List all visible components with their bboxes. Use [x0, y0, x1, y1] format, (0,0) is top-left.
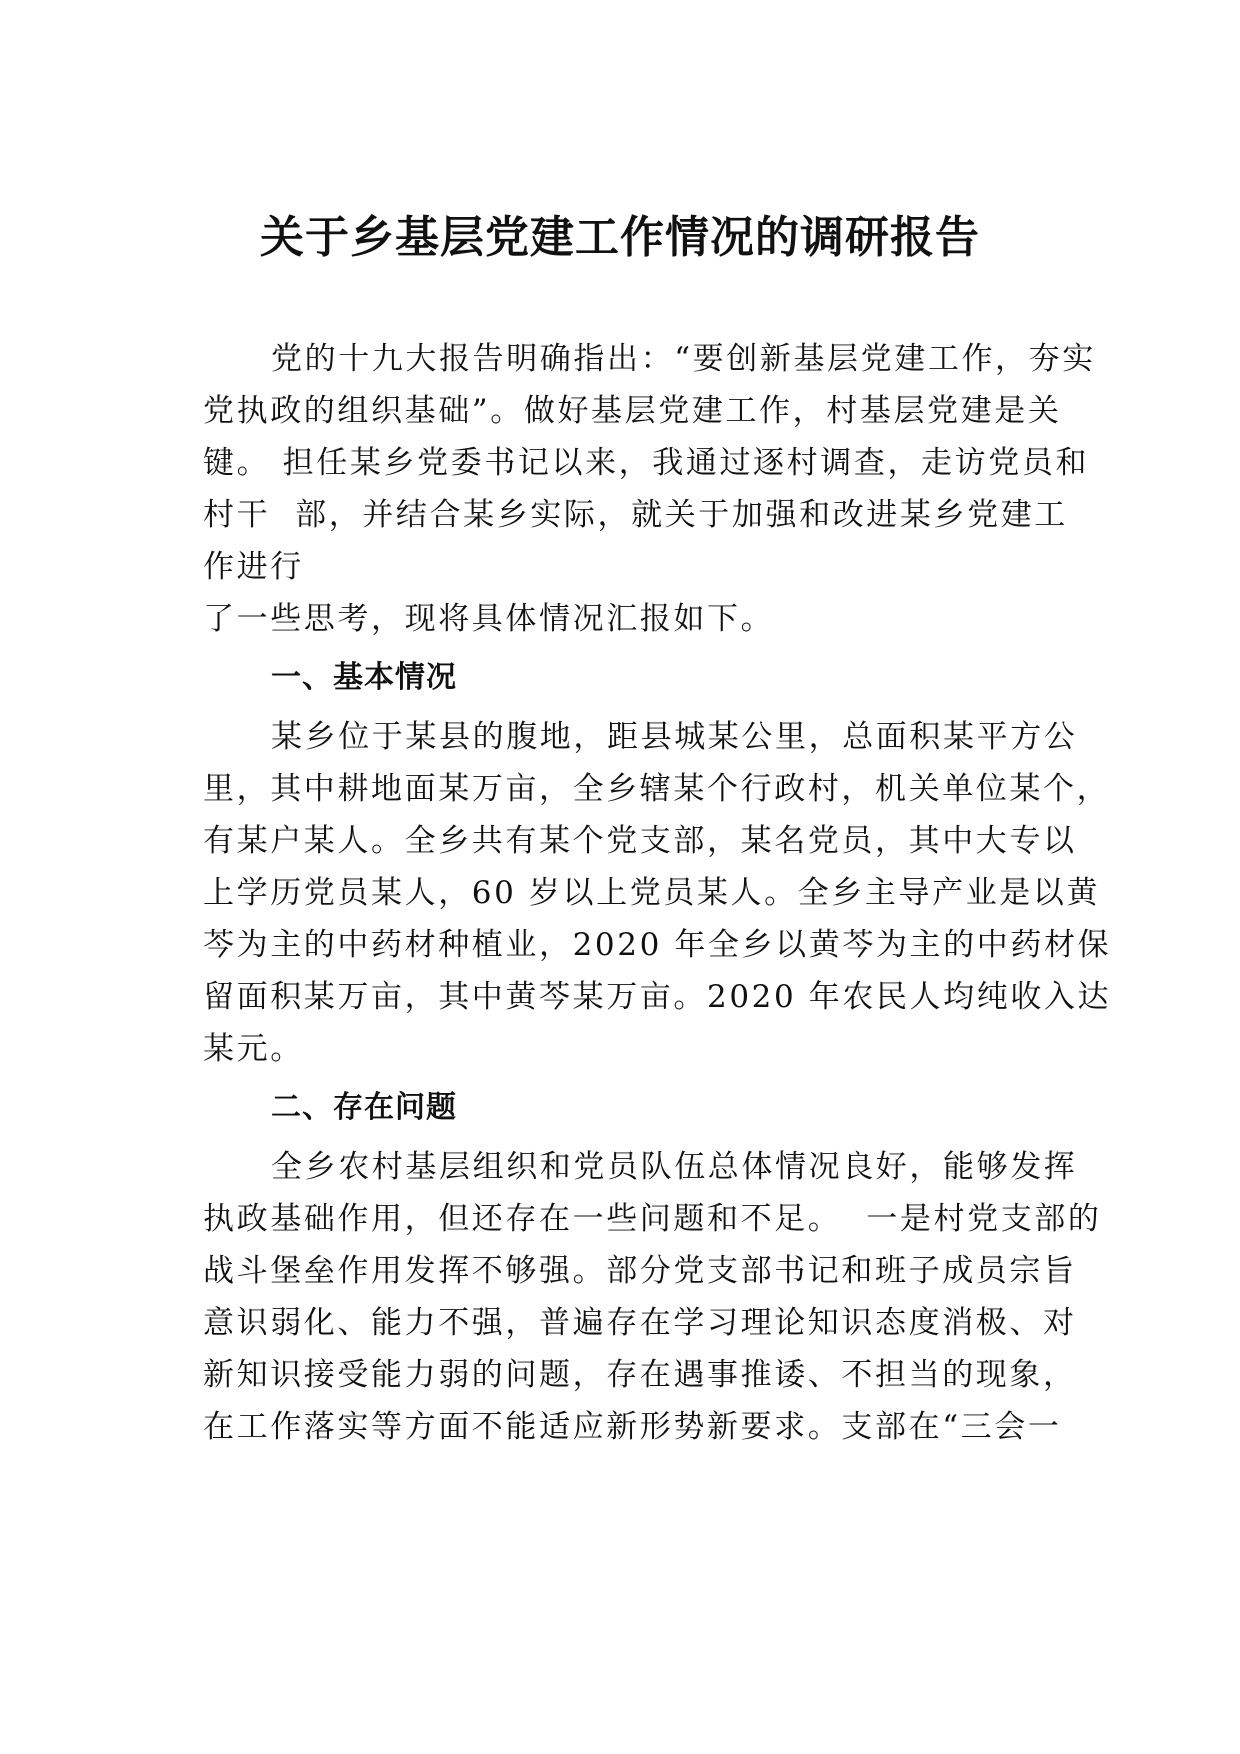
- section-line: 留面积某万亩，其中黄芩某万亩。2020 年农民人均纯收入达: [203, 979, 1112, 1015]
- section-line: 全乡农村基层组织和党员队伍总体情况良好，能够发挥: [271, 1149, 1078, 1185]
- section-existing-problems: [203, 1141, 1102, 1453]
- intro-line: 党的十九大报告明确指出：“要创新基层党建工作，夯实: [271, 341, 1096, 377]
- section-line: 意识弱化、能力不强，普遍存在学习理论知识态度消极、对: [203, 1305, 1077, 1341]
- intro-line: 党执政的组织基础”。做好基层党建工作，村基层党建是关: [203, 393, 1062, 429]
- section-line: 某元。: [203, 1031, 304, 1067]
- section-line: 在工作落实等方面不能适应新形势新要求。支部在“三会一: [203, 1409, 1062, 1445]
- section-heading-existing-problems: 二、存在问题: [271, 1090, 457, 1125]
- section-heading-basic-situation: 一、基本情况: [271, 660, 457, 695]
- section-line: 有某户某人。全乡共有某个党支部，某名党员，其中大专以: [203, 823, 1077, 859]
- intro-paragraph: [203, 333, 1096, 645]
- section-basic-situation: [203, 711, 1112, 1075]
- intro-line: 村干 部，并结合某乡实际，就关于加强和改进某乡党建工: [203, 497, 1068, 533]
- section-line: 某乡位于某县的腹地，距县城某公里，总面积某平方公: [271, 719, 1078, 755]
- section-line: 上学历党员某人，60 岁以上党员某人。全乡主导产业是以黄: [203, 875, 1101, 911]
- intro-line: 键。 担任某乡党委书记以来，我通过逐村调查，走访党员和: [203, 445, 1090, 481]
- section-line: 里，其中耕地面某万亩，全乡辖某个行政村，机关单位某个，: [203, 771, 1111, 807]
- section-line: 芩为主的中药材种植业，2020 年全乡以黄芩为主的中药材保: [203, 927, 1112, 963]
- document-title: 关于乡基层党建工作情况的调研报告: [260, 212, 980, 263]
- section-line: 执政基础作用，但还存在一些问题和不足。 一是村党支部的: [203, 1201, 1102, 1237]
- section-line: 战斗堡垒作用发挥不够强。部分党支部书记和班子成员宗旨: [203, 1253, 1077, 1289]
- document-body: [203, 333, 1112, 1453]
- intro-line: 作进行: [203, 549, 304, 585]
- intro-line: 了一些思考，现将具体情况汇报如下。: [203, 601, 775, 637]
- section-line: 新知识接受能力弱的问题，存在遇事推诿、不担当的现象，: [203, 1357, 1077, 1393]
